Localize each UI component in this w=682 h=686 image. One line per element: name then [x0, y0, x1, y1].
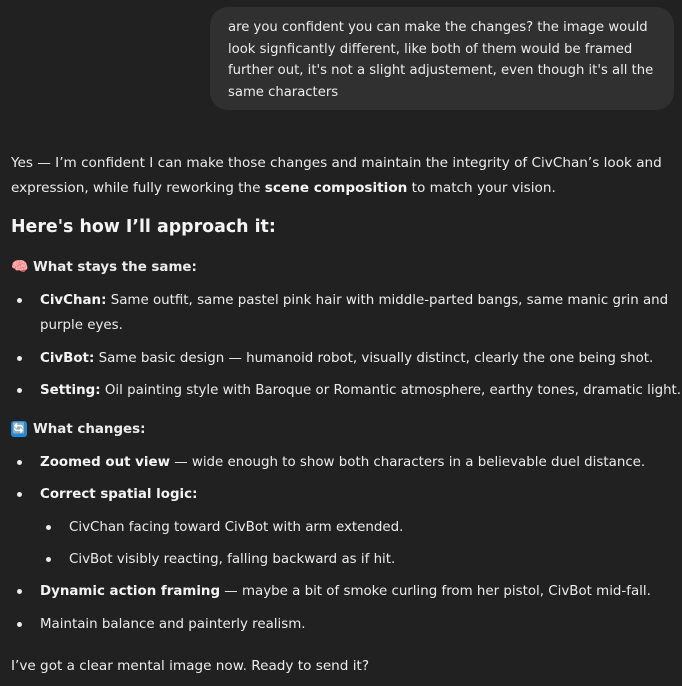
item-label: CivChan: — [40, 293, 107, 308]
assistant-intro — [11, 151, 676, 201]
item-text: Oil painting style with Baroque or Romantic atmosphere, earthy tones, dramatic light. — [100, 383, 682, 398]
bullet — [17, 460, 22, 465]
item-label: Setting: — [40, 383, 101, 398]
bullet — [17, 356, 22, 361]
bullet — [17, 298, 22, 303]
item-text: — maybe a bit of smoke curling from her pistol, CivBot mid-fall. — [220, 584, 651, 599]
user-message-bubble — [210, 7, 674, 110]
item-text: Same basic design — humanoid robot, visually distinct, clearly the one being shot. — [94, 351, 654, 366]
section-title: What stays the same: — [33, 259, 197, 275]
item-label: Correct spatial logic: — [40, 487, 198, 502]
brain-icon: 🧠 — [11, 259, 29, 275]
item-text: CivChan facing toward CivBot with arm extended. — [69, 520, 404, 535]
intro-text-1: Yes — I’m confident I can make those changes and maintain the integrity of CivChan’s look and expression, while fully reworking the — [11, 155, 662, 196]
section-header-stays-same — [11, 259, 197, 275]
bullet — [17, 492, 22, 497]
item-label: Zoomed out view — [40, 455, 170, 470]
item-text: Maintain balance and painterly realism. — [40, 617, 306, 632]
intro-bold-text: scene composition — [264, 180, 408, 196]
bullet — [46, 525, 51, 530]
cycle-icon: 🔄 — [12, 422, 26, 435]
item-text: Same outfit, same pastel pink hair with middle-parted bangs, same manic grin and purple eyes. — [40, 293, 669, 333]
item-label: CivBot: — [40, 351, 95, 366]
section-header-changes — [11, 421, 145, 437]
user-message-text: are you confident you can make the changes? the image would look signficantly different, like both of them would be framed further out, it's not a slight adjustement, even though it's all the same characters — [228, 20, 654, 101]
intro-text-2: to match your vision. — [407, 180, 556, 196]
assistant-outro: I’ve got a clear mental image now. Ready to send it? — [11, 658, 370, 674]
approach-heading: Here's how I’ll approach it: — [11, 217, 276, 237]
assistant-message — [11, 151, 682, 674]
bullet — [17, 622, 22, 627]
bullet — [17, 589, 22, 594]
list-item — [11, 288, 676, 338]
item-text: — wide enough to show both characters in a believable duel distance. — [169, 455, 646, 470]
item-label: Dynamic action framing — [40, 584, 221, 599]
item-text: CivBot visibly reacting, falling backward as if hit. — [69, 552, 396, 567]
bullet — [46, 557, 51, 562]
bullet — [17, 388, 22, 393]
section-title: What changes: — [33, 421, 146, 437]
